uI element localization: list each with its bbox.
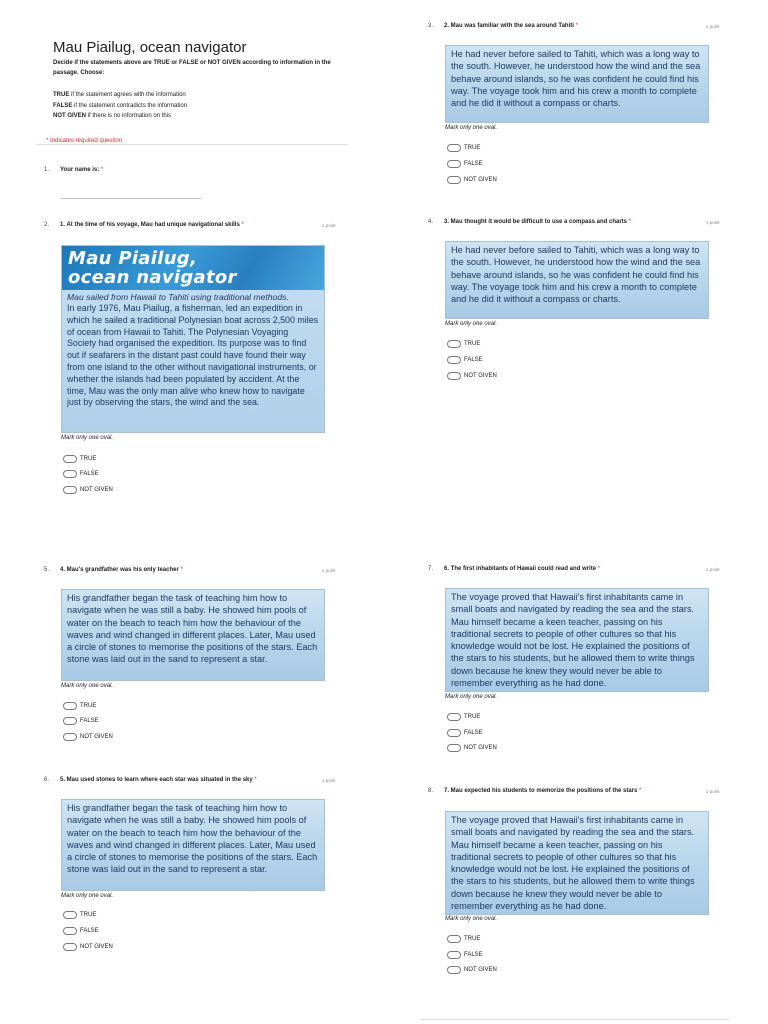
mark-instruction: Mark only one oval. [61, 893, 114, 899]
points-label: 1 point [706, 789, 720, 794]
form-description: Decide if the statements above are TRUE or FALSE or NOT GIVEN according to information in the passage. Choose: [53, 60, 331, 76]
radio-oval[interactable] [447, 356, 461, 364]
question-text: 5. Mau used stones to learn where each star was situated in the sky * [60, 777, 257, 783]
points-label: 1 point [706, 220, 720, 225]
points-label: 1 point [706, 567, 720, 572]
radio-oval[interactable] [63, 733, 77, 741]
mark-instruction: Mark only one oval. [445, 916, 498, 922]
radio-oval[interactable] [447, 340, 461, 348]
question-text: Your name is: * [60, 167, 104, 173]
question-number: 1. [44, 167, 50, 173]
points-label: 1 point [322, 778, 336, 783]
required-star: * [254, 777, 257, 783]
radio-oval[interactable] [63, 470, 77, 478]
radio-oval[interactable] [63, 455, 77, 463]
radio-oval[interactable] [447, 966, 461, 974]
radio-oval[interactable] [63, 717, 77, 725]
passage-image-grandfather: His grandfather began the task of teaching him how to navigate when he was still a baby. He showed him pools of water on the beach to teach him how the behaviour of the waves and wind changed in different places. Later, Mau used a circle of stones to memorise the positions of the stars. Each stone was laid out in the sand to represent a star. [61, 799, 325, 891]
required-star: * [597, 566, 601, 572]
radio-oval[interactable] [63, 911, 77, 919]
mark-instruction: Mark only one oval. [445, 694, 498, 700]
radio-oval[interactable] [447, 144, 461, 152]
passage-image-grandfather: His grandfather began the task of teaching him how to navigate when he was still a baby. He showed him pools of water on the beach to teach him how the behaviour of the waves and wind changed in different places. Later, Mau used a circle of stones to memorise the positions of the stars. Each stone was laid out in the sand to represent a star. [61, 589, 325, 681]
passage-image-intro [61, 245, 325, 433]
required-star: * [575, 23, 578, 29]
left-column: Mau Piailug, ocean navigator Decide if the statements above are TRUE or FALSE or NOT GIVEN according to information in the passage. Choose: TRUE if the statement agrees with the information FALSE if the statement contradicts the information NOT GIVEN if there is no information on this * Indicates required question 1. Your name is: * 2. 1. At the time of his voyage, Mau had unique navigational skills * 1 point Mau Piailug, ocean navigator Mau sailed from Hawaii to Tahiti using traditional methods. In early 1976, Mau Piailug, a fisherman, led an expedition in which he sailed a traditional Polynesian boat across 2,500 miles of ocean from Hawaii to Tahiti. The Polynesian Voyaging Society had organised the expedition. Its purpose was to find out if seafarers in the distant past could have found their way from one island to the other without navigational instruments, or whether the islands had been populated by accident. At the time, Mau was the only man alive who knew how to navigate just by observing the stars, the wind and the sea. Mark only one oval. TRUE FALSE NOT GIVEN 5. 4. Mau's grandfather was his only teacher * 1 point His grandfather began the task of teaching him how to navigate when he was still a baby. He showed him pools of water on the beach to teach him how the behaviour of the waves and wind changed in different places. Later, Mau used a circle of stones to memorise the positions of the stars. Each stone was laid out in the sand to represent a star. Mark only one oval. TRUE FALSE NOT GIVEN 6. 5. Mau used stones to learn where each star was situated in the sky * 1 point His grandfather began the task of teaching him how to navigate when he was still a baby. He showed him pools of water on the beach to teach him how the behaviour of the waves and wind changed in different places. Later, Mau used a circle of stones to memorise the positions of the stars. Each stone was laid out in the sand to represent a star. Mark only one oval. TRUE FALSE NOT GIVEN [0, 0, 384, 1024]
radio-oval[interactable] [447, 744, 461, 752]
radio-oval[interactable] [447, 951, 461, 959]
question-number: 3. [428, 23, 434, 29]
required-star: * [628, 219, 632, 225]
page-footer-divider [420, 1019, 730, 1020]
radio-oval[interactable] [447, 713, 461, 721]
question-text: 1. At the time of his voyage, Mau had unique navigational skills * [60, 222, 244, 228]
radio-oval[interactable] [63, 486, 77, 494]
radio-oval[interactable] [447, 176, 461, 184]
radio-oval[interactable] [63, 702, 77, 710]
passage-text: In early 1976, Mau Piailug, a fisherman, led an expedition in which he sailed a traditional Polynesian boat across 2,500 miles of ocean from Hawaii to Tahiti. The Polynesian Voyaging Society had organised the expedition. Its purpose was to find out if seafarers in the distant past could have found their way from one island to the other without navigational instruments, or whether the islands had been populated by accident. At the time, Mau was the only man alive who knew how to navigate just by observing the stars, the wind and the sea. [67, 303, 319, 408]
required-star: * [180, 567, 183, 573]
right-column: 3. 2. Mau was familiar with the sea around Tahiti * 1 point He had never before sailed to Tahiti, which was a long way to the south. However, he understood how the wind and the sea behave around islands, so he was confident he could find his way. The voyage took him and his crew a month to complete and he did it without a compass or charts. Mark only one oval. TRUE FALSE NOT GIVEN 4. 3. Mau thought it would be difficult to use a compass and charts * 1 point He had never before sailed to Tahiti, which was a long way to the south. However, he understood how the wind and the sea behave around islands, so he was confident he could find his way. The voyage took him and his crew a month to complete and he did it without a compass or charts. Mark only one oval. TRUE FALSE NOT GIVEN 7. 6. The first inhabitants of Hawaii could read and write * 1 point The voyage proved that Hawaii's first inhabitants came in small boats and navigated by reading the sea and the stars. Mau himself became a keen teacher, passing on his traditional secrets to people of other cultures so that his knowledge would not be lost. He explained the positions of the stars to his students, but he allowed them to write things down because he knew they would never be able to remember everything as he had done. Mark only one oval. TRUE FALSE NOT GIVEN 8. 7. Mau expected his students to memorize the positions of the stars * 1 point The voyage proved that Hawaii's first inhabitants came in small boats and navigated by reading the sea and the stars. Mau himself became a keen teacher, passing on his traditional secrets to people of other cultures so that his knowledge would not be lost. He explained the positions of the stars to his students, but he allowed them to write things down because he knew they would never be able to remember everything as he had done. Mark only one oval. TRUE FALSE NOT GIVEN [428, 23, 720, 973]
form-title: Mau Piailug, ocean navigator [53, 39, 247, 56]
radio-oval[interactable] [447, 729, 461, 737]
name-input[interactable] [61, 198, 201, 199]
radio-oval[interactable] [447, 372, 461, 380]
points-label: 1 point [322, 568, 336, 573]
passage-image-inhabitants: The voyage proved that Hawaii's first inhabitants came in small boats and navigated by reading the sea and the stars. Mau himself became a keen teacher, passing on his traditional secrets to people of other cultures so that his knowledge would not be lost. He explained the positions of the stars to his students, but he allowed them to write things down because he knew they would never be able to remember everything as he had done. [445, 811, 709, 915]
question-text: 2. Mau was familiar with the sea around Tahiti * [444, 23, 578, 29]
answer-legend [53, 90, 187, 122]
question-number: 4. [428, 219, 434, 225]
question-text: 3. Mau thought it would be difficult to use a compass and charts * [444, 219, 632, 225]
mark-instruction: Mark only one oval. [61, 435, 114, 441]
mark-instruction: Mark only one oval. [445, 125, 498, 131]
question-number: 7. [428, 566, 434, 572]
radio-oval[interactable] [447, 935, 461, 943]
question-number: 6. [44, 777, 50, 783]
header-divider [36, 144, 348, 145]
required-star: * [241, 222, 244, 228]
radio-oval[interactable] [63, 927, 77, 935]
required-note: * Indicates required question [46, 138, 123, 144]
passage-image-inhabitants: The voyage proved that Hawaii's first inhabitants came in small boats and navigated by reading the sea and the stars. Mau himself became a keen teacher, passing on his traditional secrets to people of other cultures so that his knowledge would not be lost. He explained the positions of the stars to his students, but he allowed them to write things down because he knew they would never be able to remember everything as he had done. [445, 588, 709, 692]
question-text: 6. The first inhabitants of Hawaii could read and write * [444, 566, 601, 572]
passage-image-tahiti: He had never before sailed to Tahiti, which was a long way to the south. However, he understood how the wind and the sea behave around islands, so he was confident he could find his way. The voyage took him and his crew a month to complete and he did it without a compass or charts. [445, 241, 709, 319]
legend-true: TRUE if the statement agrees with the information [53, 92, 186, 98]
legend-not-given: NOT GIVEN if there is no information on this [53, 113, 172, 119]
question-number: 8. [428, 788, 434, 794]
mark-instruction: Mark only one oval. [61, 683, 114, 689]
question-text: 4. Mau's grandfather was his only teacher * [60, 567, 183, 573]
passage-image-tahiti: He had never before sailed to Tahiti, which was a long way to the south. However, he understood how the wind and the sea behave around islands, so he was confident he could find his way. The voyage took him and his crew a month to complete and he did it without a compass or charts. [445, 45, 709, 123]
passage-banner: Mau Piailug, ocean navigator [62, 246, 324, 290]
passage-subtitle: Mau sailed from Hawaii to Tahiti using traditional methods. [67, 292, 289, 302]
legend-false: FALSE if the statement contradicts the information [53, 102, 188, 109]
points-label: 1 point [706, 24, 720, 29]
required-star: * [100, 167, 104, 173]
radio-oval[interactable] [63, 943, 77, 951]
question-number: 5. [44, 567, 50, 573]
question-number: 2. [44, 222, 50, 228]
required-star: * [639, 788, 642, 794]
points-label: 1 point [322, 223, 336, 228]
question-text: 7. Mau expected his students to memorize the positions of the stars * [444, 788, 642, 794]
mark-instruction: Mark only one oval. [445, 321, 498, 327]
radio-oval[interactable] [447, 160, 461, 168]
